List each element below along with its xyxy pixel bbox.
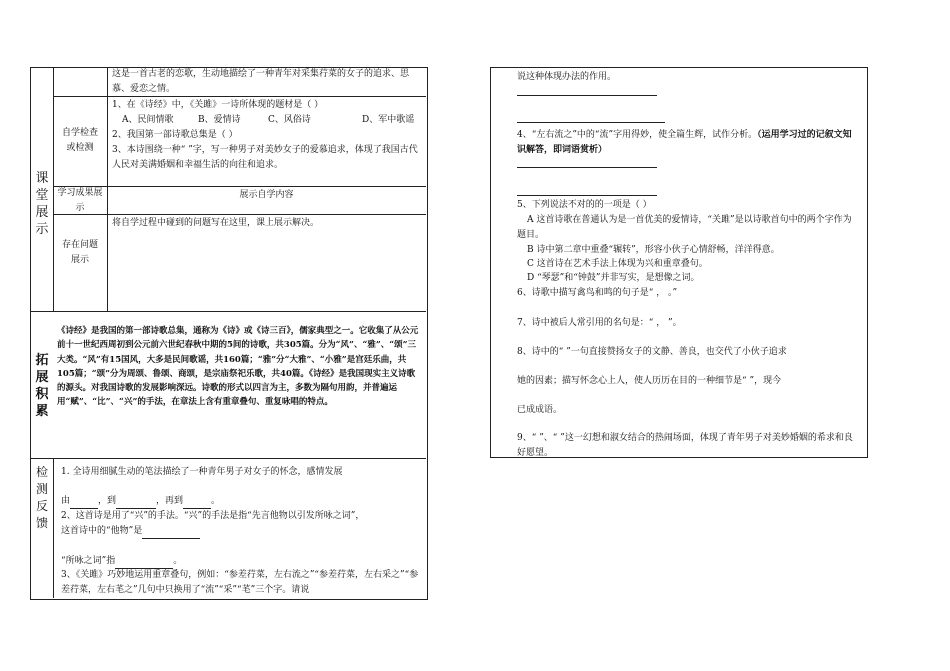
right-q5-option-b: B 诗中第二章中重叠“辗转”，形容小伙子心情舒畅，洋洋得意。 [527, 245, 780, 255]
right-q4: 4、“左右流之”中的“流”字用得妙，使全篇生辉，试作分析。（运用学习过的记叙文知识解答，即词语赏析） [517, 130, 852, 155]
right-q9: 9、“ ”、“ ”这一幻想和淑女结合的热闹场面，体现了青年男子对美妙婚姻的希求和良好愿望。 [517, 433, 853, 458]
intro-text: 这是一首古老的恋歌，生动地描绘了一种青年对采集荇菜的女子的追求、思慕、爱恋之情。 [112, 69, 410, 94]
right-q5: 5、下列说法不对的的一项是（ ） [517, 200, 652, 210]
option-a: A、民间情歌 [122, 115, 174, 125]
feedback-q2b: 这首诗中的“他物”是 [61, 524, 421, 539]
blank-other-thing[interactable] [142, 527, 200, 539]
blank-2[interactable] [116, 497, 156, 509]
feedback-side-label: 检测反馈 [35, 465, 48, 530]
classroom-side-label: 课堂展示 [35, 171, 49, 237]
self-check-q2: 2、我国第一部诗歌总集是（ ） [112, 130, 238, 140]
left-col-divider-3 [53, 458, 54, 598]
option-b: B、爱情诗 [198, 115, 241, 125]
right-q5-option-c: C 这首诗在艺术手法上体现为兴和重章叠句。 [527, 259, 708, 269]
problem-text: 将自学过程中碰到的问题写在这里，课上展示解决。 [112, 218, 320, 228]
left-col-divider-1 [53, 67, 54, 311]
right-cont-text: 说这种体现办法的作用。 [517, 72, 617, 82]
answer-line-2[interactable] [517, 122, 665, 123]
feedback-q3: 3、《关雎》巧妙地运用重章叠句，例如：“参差荇菜，左右流之”“参差荇菜，左右采之”“参差荇菜，左右芼之”几句中只换用了“流”“采”“芼”三个字。请说 [61, 570, 419, 595]
feedback-q2a: 2、这首诗是用了“兴”的手法。“兴”的手法是指“先言他物以引发所咏之词”， [61, 511, 365, 521]
blank-3[interactable] [183, 497, 211, 509]
self-check-q1: 1、在《诗经》中，《关雎》一诗所体现的题材是（ ） [112, 100, 324, 110]
right-q8b: 她的因素；描写怀念心上人，使人历历在目的一种细节是“ ”，现今 [517, 376, 782, 386]
option-d: D、军中歌谣 [362, 115, 415, 125]
right-q5-option-d: D “琴瑟”和“钟鼓”并非写实，是想像之词。 [527, 273, 700, 283]
blank-1[interactable] [70, 497, 98, 509]
answer-line-3[interactable] [517, 167, 657, 168]
results-label: 学习成果展示 [57, 188, 103, 213]
extension-side-label: 拓展积累 [35, 353, 49, 419]
self-check-q1-options [122, 113, 422, 128]
right-q8c: 已成成语。 [517, 405, 563, 415]
answer-line-1[interactable] [517, 95, 657, 96]
self-check-label: 自学检查或检测 [61, 128, 98, 153]
option-c: C、风俗诗 [268, 115, 311, 125]
problem-label: 存在问题展示 [61, 240, 98, 265]
feedback-q1: 1. 全诗用细腻生动的笔法描绘了一种青年男子对女子的怀念，感情发展 [61, 467, 343, 477]
answer-line-4[interactable] [517, 195, 657, 196]
row-line-2 [53, 186, 426, 187]
row-line-3 [53, 214, 426, 215]
feedback-q1-line: 由 ，到 ，再到 。 [61, 494, 421, 509]
right-q8a: 8、诗中的“ ”一句直接赞扬女子的文静、善良，也交代了小伙子追求 [517, 347, 787, 357]
right-q5-option-a: A 这首诗歌在普通认为是一首优美的爱情诗，“关雎”是以诗歌首句中的两个字作为题目。 [517, 215, 852, 240]
results-header: 展示自学内容 [239, 190, 294, 200]
self-check-q3: 3、本诗围绕一种“ ”字，写一种男子对美妙女子的爱慕追求，体现了我国古代人民对美满婚姻和幸福生活的向往和追求。 [112, 145, 418, 170]
extension-text: 《诗经》是我国的第一部诗歌总集，通称为《诗》或《诗三百》，儒家典型之一。它收集了从公元前十一世纪西周初到公元前六世纪春秋中期的5间的诗歌，共305篇。分为“风”、“雅”、“颂”三大类。“风”有15国风，大多是民间歌谣，共160篇；“雅”分“大雅”、“小雅”是宫廷乐曲，共105篇；“颂”分为周颂、鲁颂、商颂，是宗庙祭祀乐歌，共40篇。《诗经》是我国现实主义诗歌的源头。对我国诗歌的发展影响深远。诗歌的形式以四言为主，多数为隔句用韵，并普遍运用“赋”、“比”、“兴”的手法，在章法上含有重章叠句、重复咏唱的特点。 [57, 326, 419, 408]
right-q6: 6、诗歌中描写禽鸟和鸣的句子是“ ， 。” [517, 288, 678, 298]
feedback-q2c: “所咏之词”指 。 [61, 554, 421, 569]
row-line-4 [30, 311, 426, 312]
row-line-5 [30, 458, 426, 459]
right-q7: 7、诗中被后人常引用的名句是：“ ， ”。 [517, 318, 682, 328]
